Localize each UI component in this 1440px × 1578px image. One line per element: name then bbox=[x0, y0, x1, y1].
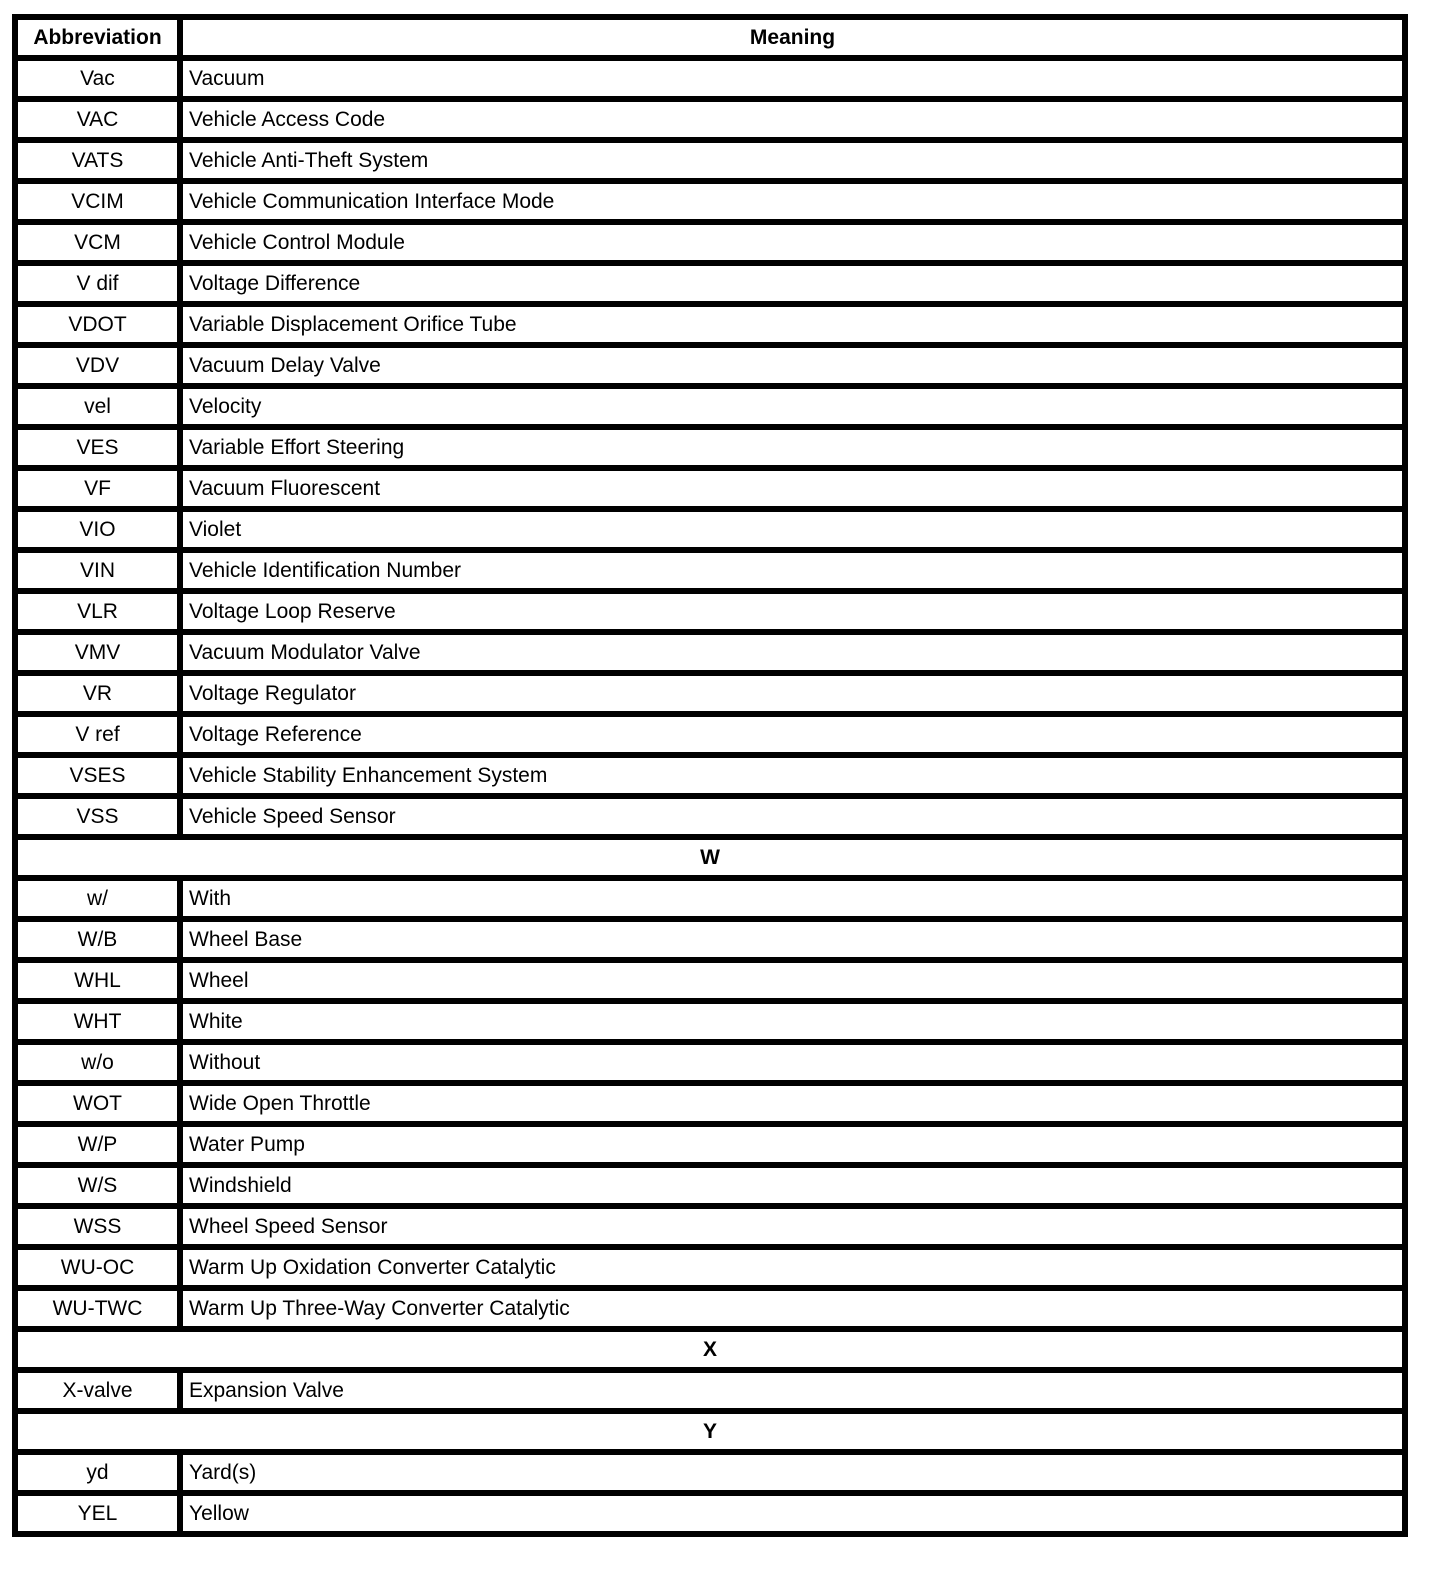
meaning-cell: With bbox=[180, 878, 1405, 919]
abbreviation-cell: WSS bbox=[15, 1206, 180, 1247]
abbreviation-cell: WHT bbox=[15, 1001, 180, 1042]
abbreviation-cell: VSES bbox=[15, 755, 180, 796]
table-row bbox=[15, 591, 1405, 632]
section-letter: X bbox=[15, 1329, 1405, 1370]
meaning-cell: Wide Open Throttle bbox=[180, 1083, 1405, 1124]
abbreviation-cell: V ref bbox=[15, 714, 180, 755]
meaning-cell: Vacuum Modulator Valve bbox=[180, 632, 1405, 673]
meaning-cell: Warm Up Three-Way Converter Catalytic bbox=[180, 1288, 1405, 1329]
abbreviation-cell: VF bbox=[15, 468, 180, 509]
abbreviation-table bbox=[12, 14, 1408, 1537]
meaning-cell: Without bbox=[180, 1042, 1405, 1083]
section-header-row bbox=[15, 837, 1405, 878]
abbreviation-cell: W/B bbox=[15, 919, 180, 960]
table-row bbox=[15, 1001, 1405, 1042]
table-row bbox=[15, 1083, 1405, 1124]
meaning-cell: Voltage Reference bbox=[180, 714, 1405, 755]
abbreviation-cell: WU-OC bbox=[15, 1247, 180, 1288]
table-row bbox=[15, 632, 1405, 673]
table-body bbox=[15, 58, 1405, 1534]
meaning-cell: Vehicle Stability Enhancement System bbox=[180, 755, 1405, 796]
abbreviation-cell: YEL bbox=[15, 1493, 180, 1534]
meaning-cell: Vacuum bbox=[180, 58, 1405, 99]
meaning-cell: Variable Displacement Orifice Tube bbox=[180, 304, 1405, 345]
abbreviation-column-header: Abbreviation bbox=[15, 17, 180, 58]
table-row bbox=[15, 919, 1405, 960]
table-row bbox=[15, 755, 1405, 796]
meaning-cell: Yellow bbox=[180, 1493, 1405, 1534]
table-row bbox=[15, 1206, 1405, 1247]
meaning-cell: Vehicle Identification Number bbox=[180, 550, 1405, 591]
table-row bbox=[15, 58, 1405, 99]
meaning-cell: Violet bbox=[180, 509, 1405, 550]
abbreviation-cell: VCM bbox=[15, 222, 180, 263]
abbreviation-cell: WOT bbox=[15, 1083, 180, 1124]
meaning-cell: Expansion Valve bbox=[180, 1370, 1405, 1411]
table-row bbox=[15, 181, 1405, 222]
meaning-cell: Wheel Speed Sensor bbox=[180, 1206, 1405, 1247]
table-row bbox=[15, 427, 1405, 468]
table-row bbox=[15, 140, 1405, 181]
abbreviation-cell: vel bbox=[15, 386, 180, 427]
table-row bbox=[15, 345, 1405, 386]
abbreviation-cell: X-valve bbox=[15, 1370, 180, 1411]
table-row bbox=[15, 263, 1405, 304]
table-row bbox=[15, 222, 1405, 263]
table-row bbox=[15, 1493, 1405, 1534]
meaning-cell: Voltage Loop Reserve bbox=[180, 591, 1405, 632]
meaning-cell: Vehicle Communication Interface Mode bbox=[180, 181, 1405, 222]
table-row bbox=[15, 1124, 1405, 1165]
abbreviation-cell: VSS bbox=[15, 796, 180, 837]
abbreviation-cell: WU-TWC bbox=[15, 1288, 180, 1329]
abbreviation-cell: VDOT bbox=[15, 304, 180, 345]
abbreviation-cell: VR bbox=[15, 673, 180, 714]
table-row bbox=[15, 99, 1405, 140]
meaning-cell: Vacuum Fluorescent bbox=[180, 468, 1405, 509]
abbreviation-cell: VDV bbox=[15, 345, 180, 386]
abbreviation-cell: yd bbox=[15, 1452, 180, 1493]
meaning-cell: Windshield bbox=[180, 1165, 1405, 1206]
page bbox=[0, 14, 1440, 1578]
abbreviation-cell: W/S bbox=[15, 1165, 180, 1206]
meaning-cell: Vehicle Anti-Theft System bbox=[180, 140, 1405, 181]
abbreviation-cell: W/P bbox=[15, 1124, 180, 1165]
meaning-cell: Warm Up Oxidation Converter Catalytic bbox=[180, 1247, 1405, 1288]
section-letter: Y bbox=[15, 1411, 1405, 1452]
meaning-cell: Yard(s) bbox=[180, 1452, 1405, 1493]
abbreviation-cell: Vac bbox=[15, 58, 180, 99]
meaning-cell: Vacuum Delay Valve bbox=[180, 345, 1405, 386]
table-row bbox=[15, 878, 1405, 919]
abbreviation-cell: VES bbox=[15, 427, 180, 468]
table-row bbox=[15, 1452, 1405, 1493]
meaning-cell: Wheel Base bbox=[180, 919, 1405, 960]
abbreviation-cell: VAC bbox=[15, 99, 180, 140]
meaning-cell: Velocity bbox=[180, 386, 1405, 427]
table-row bbox=[15, 304, 1405, 345]
meaning-cell: Vehicle Access Code bbox=[180, 99, 1405, 140]
table-row bbox=[15, 1165, 1405, 1206]
table-row bbox=[15, 509, 1405, 550]
header-row bbox=[15, 17, 1405, 58]
table-row bbox=[15, 1042, 1405, 1083]
section-header-row bbox=[15, 1411, 1405, 1452]
table-row bbox=[15, 960, 1405, 1001]
abbreviation-cell: VCIM bbox=[15, 181, 180, 222]
section-header-row bbox=[15, 1329, 1405, 1370]
abbreviation-cell: VMV bbox=[15, 632, 180, 673]
table-row bbox=[15, 386, 1405, 427]
abbreviation-cell: VIO bbox=[15, 509, 180, 550]
abbreviation-cell: V dif bbox=[15, 263, 180, 304]
table-row bbox=[15, 1288, 1405, 1329]
meaning-cell: Water Pump bbox=[180, 1124, 1405, 1165]
section-letter: W bbox=[15, 837, 1405, 878]
abbreviation-cell: w/o bbox=[15, 1042, 180, 1083]
table-row bbox=[15, 796, 1405, 837]
meaning-cell: Vehicle Control Module bbox=[180, 222, 1405, 263]
table-row bbox=[15, 714, 1405, 755]
table-row bbox=[15, 468, 1405, 509]
meaning-cell: Voltage Regulator bbox=[180, 673, 1405, 714]
table-row bbox=[15, 673, 1405, 714]
meaning-cell: Variable Effort Steering bbox=[180, 427, 1405, 468]
meaning-cell: Voltage Difference bbox=[180, 263, 1405, 304]
table-row bbox=[15, 550, 1405, 591]
meaning-cell: Vehicle Speed Sensor bbox=[180, 796, 1405, 837]
abbreviation-cell: w/ bbox=[15, 878, 180, 919]
abbreviation-cell: VATS bbox=[15, 140, 180, 181]
abbreviation-cell: VLR bbox=[15, 591, 180, 632]
table-row bbox=[15, 1370, 1405, 1411]
abbreviation-cell: VIN bbox=[15, 550, 180, 591]
abbreviation-cell: WHL bbox=[15, 960, 180, 1001]
meaning-cell: White bbox=[180, 1001, 1405, 1042]
table-row bbox=[15, 1247, 1405, 1288]
meaning-cell: Wheel bbox=[180, 960, 1405, 1001]
meaning-column-header: Meaning bbox=[180, 17, 1405, 58]
